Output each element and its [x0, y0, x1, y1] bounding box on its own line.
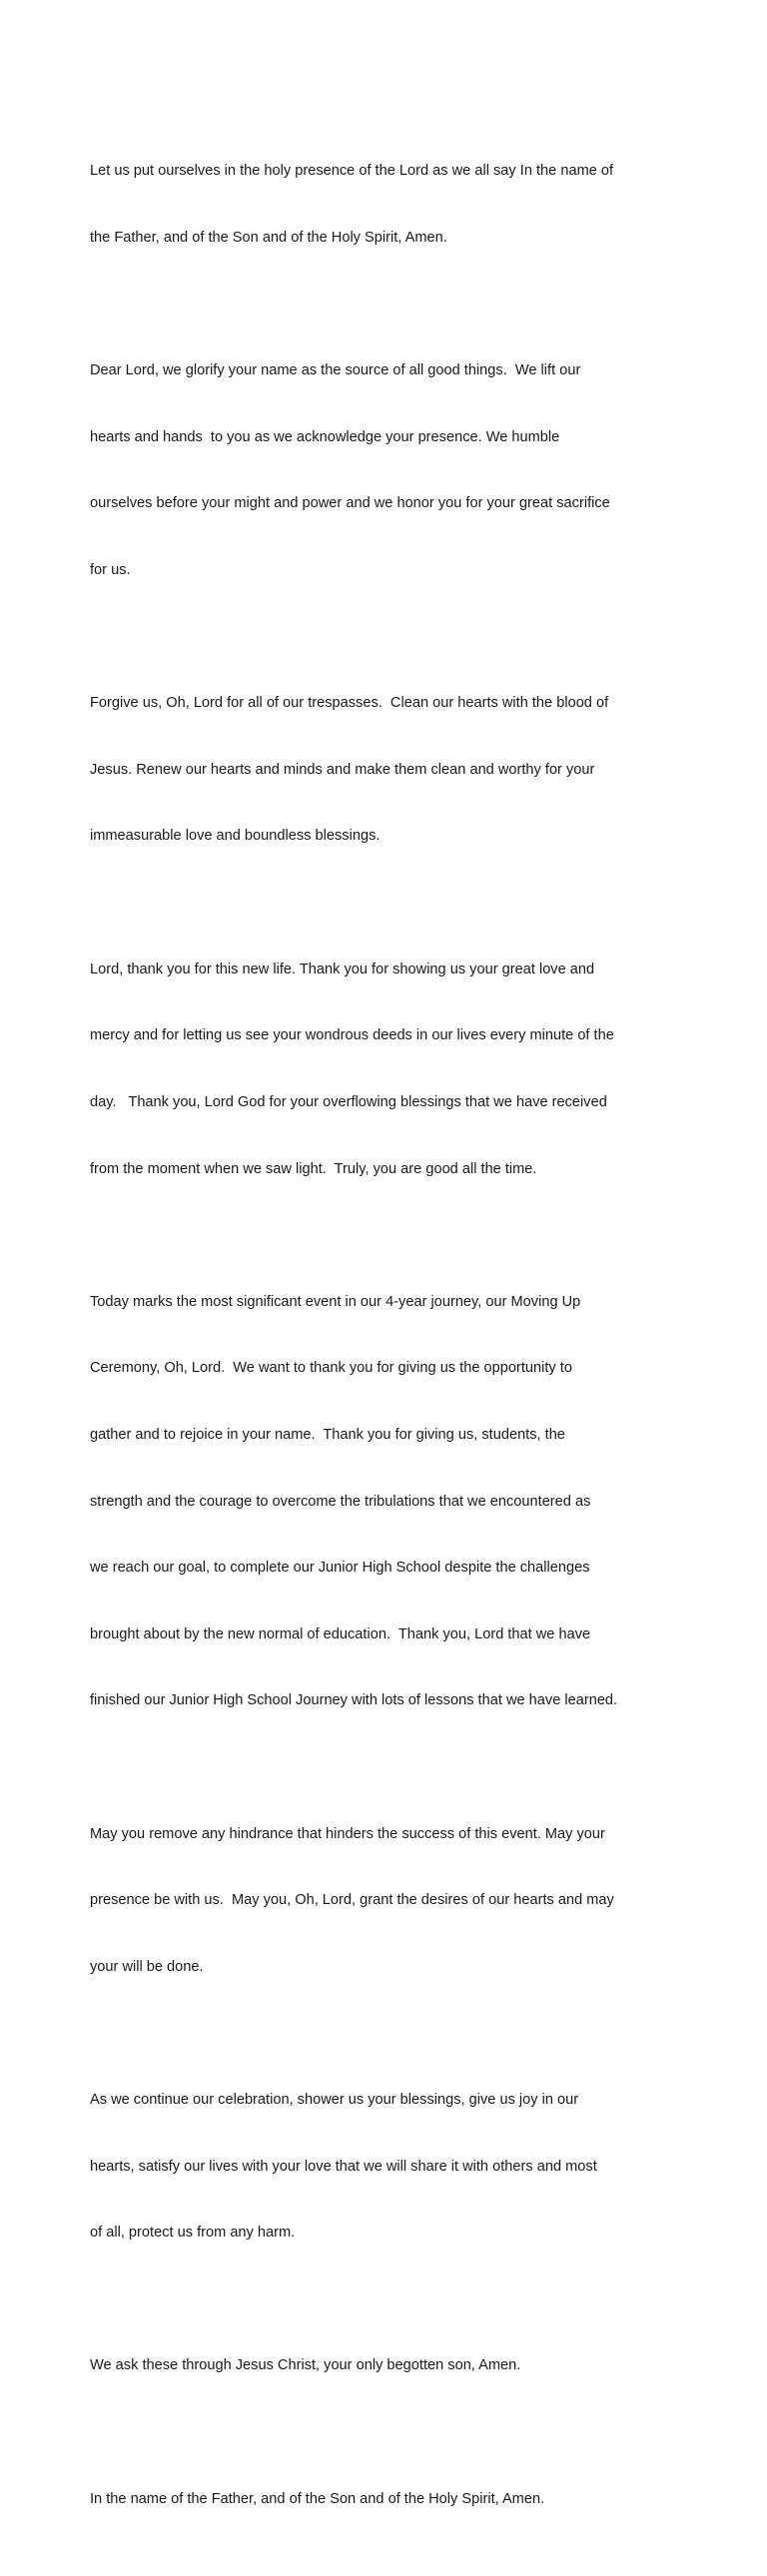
paragraph-thanksgiving — [90, 914, 677, 1224]
text-line: of all, protect us from any harm. — [90, 2225, 296, 2242]
text-line: We ask these through Jesus Christ, your only begotten son, Amen. — [90, 2357, 521, 2374]
text-line: strength and the courage to overcome the tribulations that we encountered as — [90, 1493, 591, 1510]
paragraph-blessing-request — [90, 2045, 677, 2288]
text-line: your will be done. — [90, 1958, 204, 1975]
text-line: we reach our goal, to complete our Junior High School despite the challenges — [90, 1560, 590, 1577]
paragraph-closing-request — [90, 2310, 677, 2421]
text-line: Ceremony, Oh, Lord. We want to thank you for giving us the opportunity to — [90, 1360, 572, 1377]
text-line: for us. — [90, 562, 131, 579]
text-line: As we continue our celebration, shower us your blessings, give us joy in our — [90, 2091, 579, 2108]
text-line: day. Thank you, Lord God for your overflowing blessings that we have received — [90, 1093, 607, 1110]
text-line: May you remove any hindrance that hinders the success of this event. May your — [90, 1825, 605, 1842]
text-line: presence be with us. May you, Oh, Lord, grant the desires of our hearts and may — [90, 1892, 614, 1909]
text-line: immeasurable love and boundless blessings. — [90, 828, 381, 845]
text-line: Jesus. Renew our hearts and minds and make them clean and worthy for your — [90, 761, 595, 778]
paragraph-glorification — [90, 316, 677, 626]
text-line: from the moment when we saw light. Truly, you are good all the time. — [90, 1160, 537, 1177]
text-line: hearts, satisfy our lives with your love that we will share it with others and most — [90, 2158, 597, 2175]
paragraph-moving-up-ceremony — [90, 1246, 677, 1756]
text-line: Dear Lord, we glorify your name as the source of all good things. We lift our — [90, 362, 581, 379]
text-line: In the name of the Father, and of the Son and of the Holy Spirit, Amen. — [90, 2490, 545, 2507]
paragraph-closing-invocation — [90, 2443, 677, 2554]
text-line: Forgive us, Oh, Lord for all of our trespasses. Clean our hearts with the blood of — [90, 695, 609, 712]
prayer-text-body — [90, 116, 677, 2576]
paragraph-opening-invocation — [90, 116, 677, 294]
text-line: Lord, thank you for this new life. Thank you for showing us your great love and — [90, 961, 595, 977]
text-line: finished our Junior High School Journey with lots of lessons that we have learned. — [90, 1692, 618, 1709]
paragraph-forgiveness — [90, 648, 677, 892]
text-line: brought about by the new normal of education. Thank you, Lord that we have — [90, 1625, 591, 1642]
text-line: ourselves before your might and power and we honor you for your great sacrifice — [90, 495, 610, 512]
text-line: the Father, and of the Son and of the Holy Spirit, Amen. — [90, 230, 447, 247]
text-line: Today marks the most significant event in our 4-year journey, our Moving Up — [90, 1293, 581, 1310]
text-line: gather and to rejoice in your name. Thank you for giving us, students, the — [90, 1426, 565, 1443]
text-line: Let us put ourselves in the holy presence of the Lord as we all say In the name of — [90, 163, 614, 180]
text-line: mercy and for letting us see your wondrous deeds in our lives every minute of the — [90, 1027, 614, 1044]
text-line: hearts and hands to you as we acknowledge your presence. We humble — [90, 428, 560, 445]
paragraph-petition — [90, 1778, 677, 2022]
